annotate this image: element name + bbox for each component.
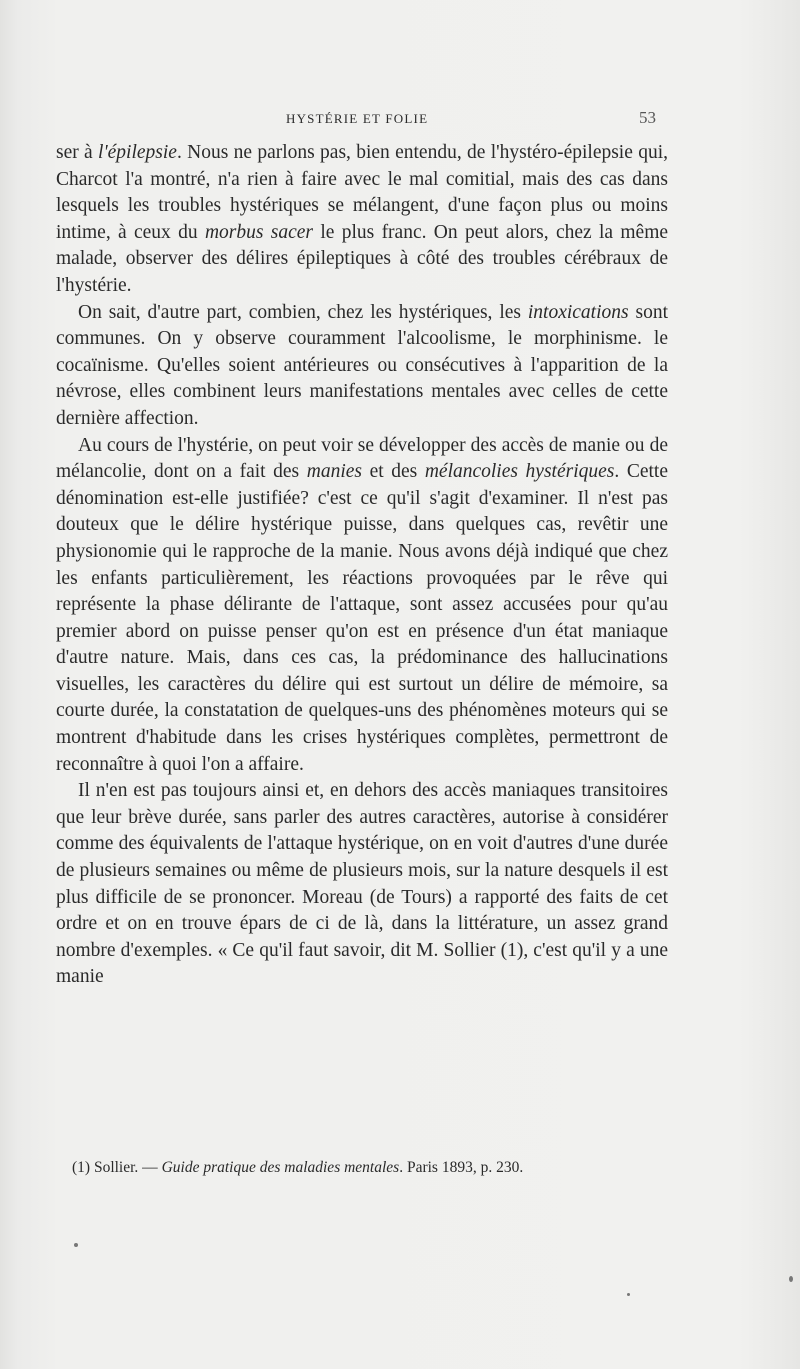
text-run: sont communes. On y observe couramment l'alcoolisme, le morphinisme. le cocaïnisme. Qu'elles soient antérieures ou consécutives à l'apparition de la névrose, elles combinent leurs manifestations mentales avec celles de cette dernière affection. bbox=[56, 301, 668, 429]
paragraph bbox=[56, 433, 668, 779]
text-run: Au cours de l'hystérie, on peut voir se développer des accès de manie ou de mélancolie, dont on a fait des bbox=[56, 434, 668, 483]
italic-run: mélancolies hystériques bbox=[424, 461, 615, 483]
text-run: le plus franc. On peut alors, chez la même malade, observer des délires épileptiques à côté des troubles cérébraux de l'hystérie. bbox=[56, 221, 669, 296]
paper-speck bbox=[627, 1293, 630, 1296]
paragraph bbox=[56, 300, 668, 433]
page-number: 53 bbox=[639, 108, 656, 127]
paper-speck bbox=[789, 1276, 793, 1282]
running-title: HYSTÉRIE ET FOLIE bbox=[286, 111, 429, 126]
italic-run: l'épilepsie bbox=[98, 142, 177, 163]
italic-run: Guide pratique des maladies mentales bbox=[161, 1159, 400, 1176]
text-run: et des bbox=[362, 461, 425, 483]
italic-run: morbus sacer bbox=[204, 221, 314, 243]
paper-speck bbox=[74, 1243, 78, 1247]
paragraph bbox=[56, 140, 668, 300]
text-run: ser à bbox=[56, 142, 99, 163]
page-header bbox=[56, 108, 656, 133]
italic-run: intoxications bbox=[527, 301, 629, 323]
paragraph bbox=[56, 778, 668, 991]
italic-run: manies bbox=[306, 461, 362, 483]
text-run: . Paris 1893, p. 230. bbox=[399, 1159, 524, 1176]
text-run: Il n'en est pas toujours ainsi et, en dehors des accès maniaques transitoires que leur brève durée, sans parler des autres caractères, autorise à considérer comme des équivalents de l'attaque hystérique, on en voit d'autres d'une durée de plusieurs semaines ou même de plusieurs mois, sur la nature desquels il est plus difficile de se prononcer. Moreau (de Tours) a rapporté des faits de cet ordre et on en trouve épars de ci de là, dans la littérature, un assez grand nombre d'exemples. « Ce qu'il faut savoir, dit M. Sollier (1), c'est qu'il y a une manie bbox=[56, 780, 668, 988]
text-run: . Nous ne parlons pas, bien entendu, de l'hystéro-épilepsie qui, Charcot l'a montré, n'a rien à faire avec le mal comitial, mais des cas dans lesquels les troubles hystériques se mélangent, d'une façon plus ou moins intime, à ceux du bbox=[56, 142, 668, 243]
text-run: On sait, d'autre part, combien, chez les hystériques, les bbox=[78, 301, 528, 323]
footnote bbox=[72, 1159, 672, 1177]
text-run: (1) Sollier. — bbox=[72, 1159, 162, 1176]
text-run: . Cette dénomination est-elle justifiée? c'est ce qu'il s'agit d'examiner. Il n'est pas douteux que le délire hystérique puisse, dans quelques cas, revêtir une physionomie qui le rapproche de la manie. Nous avons déjà indiqué que chez les enfants particulièrement, les réactions provoquées par le rêve qui représente la phase délirante de l'attaque, sont assez accusées pour qu'au premier abord on puisse penser qu'on est en présence d'un état maniaque d'autre nature. Mais, dans ces cas, la prédominance des hallucinations visuelles, les caractères du délire qui est surtout un délire de mémoire, sa courte durée, la constatation de quelques-uns des phénomènes moteurs qui se montrent d'habitude dans les crises hystériques complètes, permettront de reconnaître à quoi l'on a affaire. bbox=[56, 461, 668, 775]
body-text bbox=[56, 140, 668, 991]
